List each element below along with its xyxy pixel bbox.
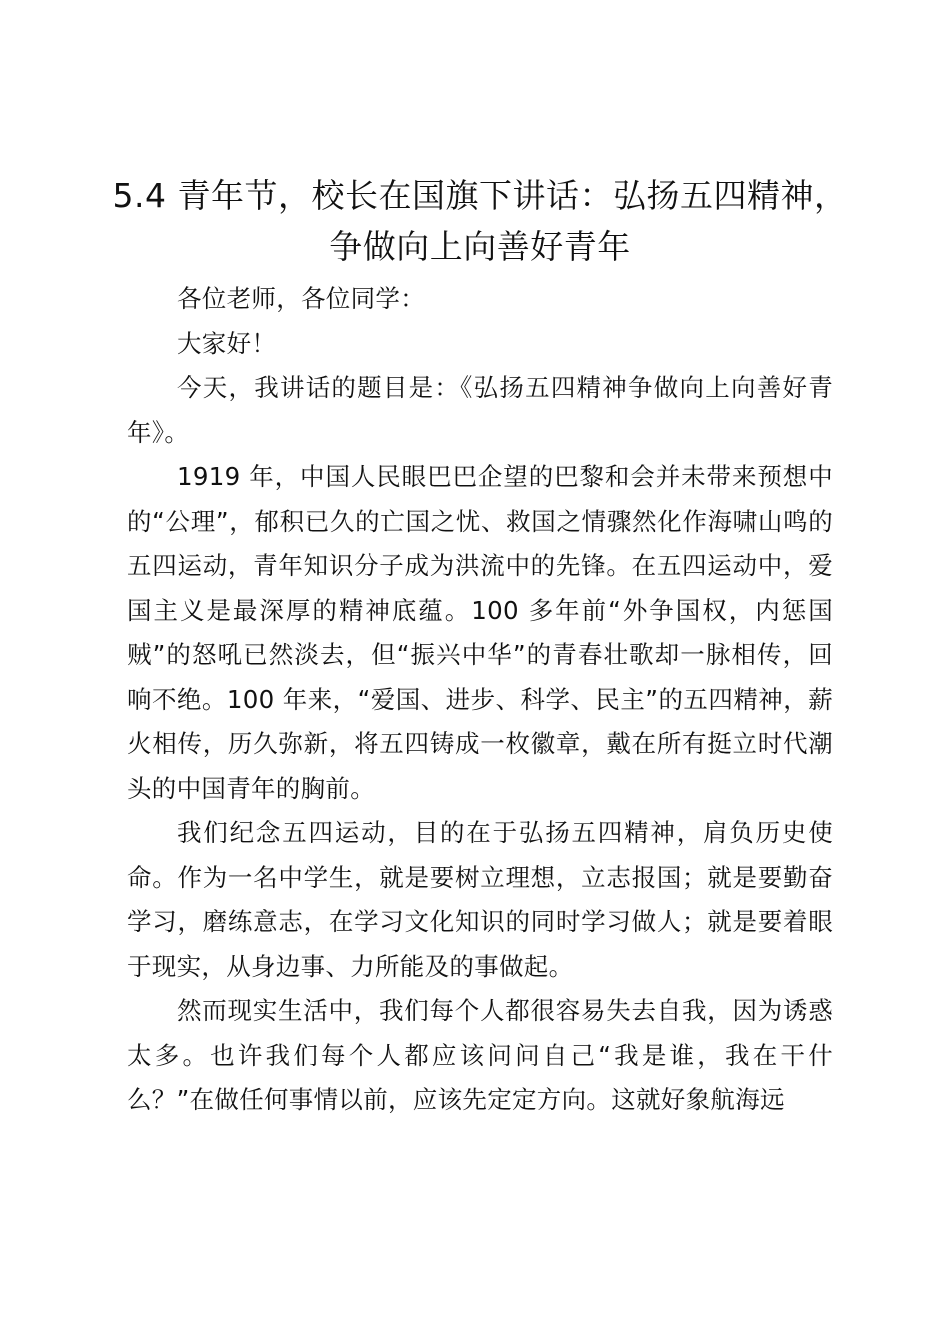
document-body xyxy=(127,277,833,1123)
history-paragraph: 1919 年，中国人民眼巴巴企望的巴黎和会并未带来预想中的“公理”，郁积已久的亡国之忧、救国之情骤然化作海啸山鸣的五四运动，青年知识分子成为洪流中的先锋。在五四运动中，爱国主义是最深厚的精神底蕴。100 多年前“外争国权，内惩国贼”的怒吼已然淡去，但“振兴中华”的青春壮歌却一脉相传，回响不绝。100 年来，“爱国、进步、科学、民主”的五四精神，薪火相传，历久弥新，将五四铸成一枚徽章，戴在所有挺立时代潮头的中国青年的胸前。 xyxy=(127,462,833,803)
document-title: 5.4 青年节，校长在国旗下讲话：弘扬五四精神，争做向上向善好青年 xyxy=(112,176,848,266)
salutation-paragraph: 各位老师，各位同学： xyxy=(177,284,425,313)
purpose-paragraph: 我们纪念五四运动，目的在于弘扬五四精神，肩负历史使命。作为一名中学生，就是要树立理想，立志报国；就是要勤奋学习，磨练意志，在学习文化知识的同时学习做人；就是要着眼于现实，从身边事、力所能及的事做起。 xyxy=(127,818,833,981)
topic-paragraph: 今天，我讲话的题目是：《弘扬五四精神争做向上向善好青年》。 xyxy=(127,373,833,447)
greeting-paragraph: 大家好！ xyxy=(177,328,277,358)
reflection-paragraph: 然而现实生活中，我们每个人都很容易失去自我，因为诱惑太多。也许我们每个人都应该问问自己“我是谁，我在干什么？”在做任何事情以前，应该先定定方向。这就好象航海远 xyxy=(127,996,833,1114)
